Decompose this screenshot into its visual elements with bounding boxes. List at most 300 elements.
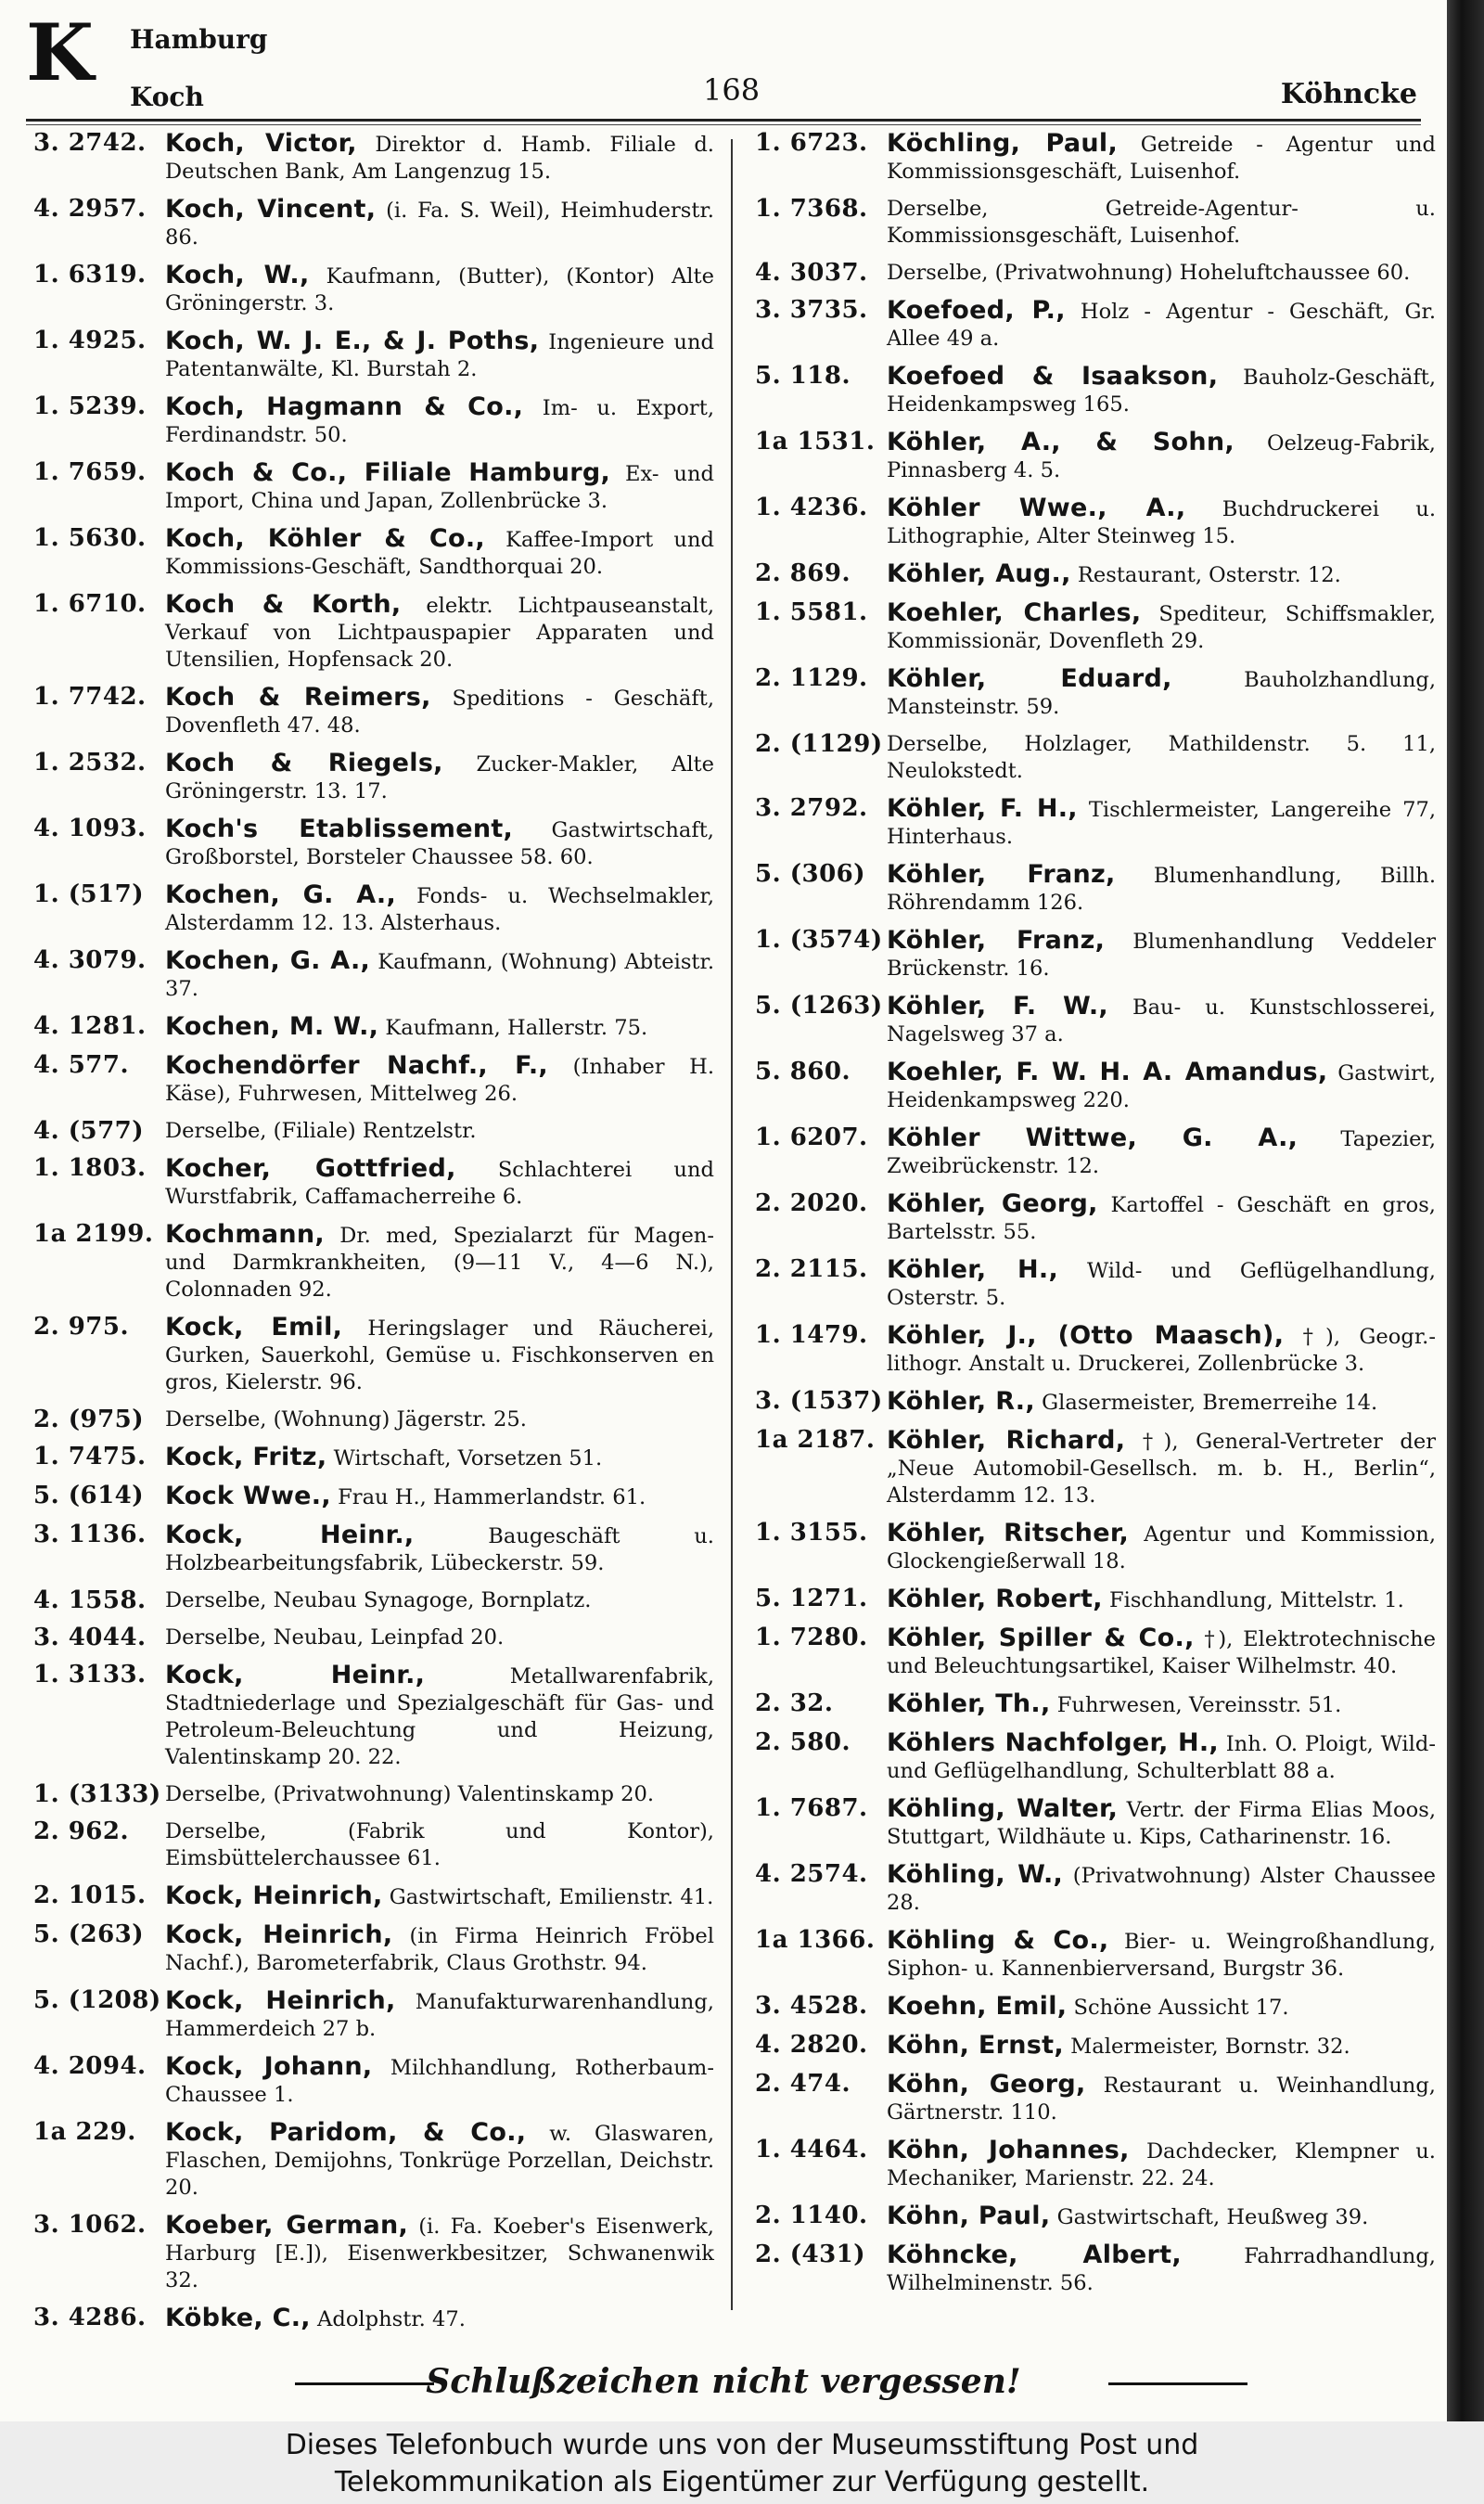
phone-number: 4. 2094. [33,2052,147,2080]
phone-number: 1. 6207. [755,1124,868,1151]
entry-description: Schlachterei und Wurstfabrik, Caffamacherreihe 6. [165,1158,714,1209]
entry-text [165,2305,714,2333]
entry-text [165,262,714,317]
directory-entry [748,363,1436,418]
entry-description: Adolphstr. 47. [317,2307,466,2331]
phone-number: 4. 3079. [33,946,147,974]
entry-description: Ex- und Import, China und Japan, Zollenbrücke 3. [165,462,714,513]
phone-number: 1. 3155. [755,1519,868,1547]
phone-number: 3. 4286. [33,2304,147,2331]
subscriber-name: Koch & Reimers, [165,683,431,712]
entry-text [887,1427,1436,1509]
subscriber-name: Kochmann, [165,1220,325,1249]
directory-entry [26,525,714,581]
directory-entry [748,1729,1436,1785]
entry-description: Heringslager und Räucherei, Gurken, Sauerkohl, Gemüse u. Fischkonserven en gros, Kielerstr. 96. [165,1316,714,1394]
subscriber-name: Köhling, Walter, [887,1794,1119,1823]
directory-entry [26,947,714,1003]
phone-number: 4. 3037. [755,259,868,287]
phone-number: 3. 1136. [33,1521,147,1548]
entry-text [887,2137,1436,2192]
phone-number: 3. 4528. [755,1992,868,2020]
phone-number: 4. 1281. [33,1012,147,1040]
subscriber-name: Koch, W., [165,261,310,289]
entry-description: Ingenieure und Patentanwälte, Kl. Burstah 2. [165,330,714,381]
directory-entry [26,2305,714,2333]
entry-text [165,947,714,1003]
directory-entry [748,665,1436,721]
directory-entry [748,1993,1436,2022]
phone-number: 3. 1062. [33,2211,147,2239]
entry-description: Zucker-Makler, Alte Gröningerstr. 13. 17. [165,752,714,803]
entry-description: Gastwirtschaft, Großborstel, Borsteler Chaussee 58. 60. [165,818,714,869]
entry-text [165,1483,714,1511]
banner-line-2: Telekommunikation als Eigentümer zur Verfügung gestellt. [334,2466,1150,2498]
phone-number: 1. 1479. [755,1321,868,1349]
entry-description: Metallwarenfabrik, Stadtniederlage und Spezialgeschäft für Gas- und Petroleum-Beleuchtung und Heizung, Valentinskamp 20. 22. [165,1664,714,1769]
entry-text [887,1059,1436,1114]
phone-number: 2. (431) [755,2241,866,2268]
subscriber-name: Kock, Heinr., [165,1661,426,1689]
directory-entry [748,1388,1436,1417]
entry-description: Speditions - Geschäft, Dovenfleth 47. 48. [165,687,715,738]
entry-text [887,1322,1436,1378]
phone-number: 3. 2742. [33,129,147,157]
phone-number: 3. (1537) [755,1387,883,1415]
entry-text [165,1921,714,1977]
provenance-banner [0,2421,1484,2504]
entry-description: Malermeister, Bornstr. 32. [1070,2035,1350,2059]
entry-text [165,196,714,251]
subscriber-name: Kochen, G. A., [165,946,371,975]
directory-entry [26,262,714,317]
subscriber-name: Köhler, Eduard, [887,664,1172,693]
entry-text [887,1690,1436,1719]
entry-description: (Inhaber H. Käse), Fuhrwesen, Mittelweg 26. [165,1055,715,1106]
directory-entry [748,1520,1436,1575]
entry-description: Kaufmann, (Wohnung) Abteistr. 37. [165,950,715,1001]
entry-description: Inh. O. Ploigt, Wild- und Geflügelhandlung, Schulterblatt 88 a. [887,1732,1436,1783]
directory-entry [26,1587,714,1614]
subscriber-name: Köhler, Richard, [887,1426,1126,1455]
directory-entry [26,1818,714,1872]
phone-number: 4. 1093. [33,815,147,842]
entry-text [887,1927,1436,1983]
phone-number: 2. 474. [755,2070,851,2098]
subscriber-name: Koehn, Emil, [887,1992,1068,2021]
entry-text [165,1624,714,1651]
directory-entry [26,1662,714,1771]
entry-text [165,1818,714,1872]
entry-description: Derselbe, (Filiale) Rentzelstr. [165,1119,477,1143]
subscriber-name: Koch, Victor, [165,129,357,158]
directory-entry [748,1322,1436,1378]
phone-number: 2. (1129) [755,730,883,758]
entry-description: Restaurant, Osterstr. 12. [1077,563,1341,587]
entry-text [887,993,1436,1048]
subscriber-name: Köbke, C., [165,2304,311,2332]
entry-text [165,1406,714,1433]
section-letter: K [26,6,95,98]
entry-description: Glasermeister, Bremerreihe 14. [1042,1391,1378,1415]
entry-description: Dachdecker, Klempner u. Mechaniker, Marienstr. 22. 24. [887,2139,1436,2190]
subscriber-name: Koch & Riegels, [165,749,443,777]
phone-number: 1. 4236. [755,494,868,521]
subscriber-name: Kock, Heinrich, [165,1986,396,2015]
subscriber-name: Köhler, Aug., [887,559,1071,588]
entry-description: Frau H., Hammerlandstr. 61. [338,1485,646,1509]
entry-description: Fuhrwesen, Vereinsstr. 51. [1056,1693,1342,1717]
directory-entry [748,993,1436,1048]
subscriber-name: Koch's Etablissement, [165,815,514,843]
directory-entry [748,260,1436,287]
subscriber-name: Kock, Paridom, & Co., [165,2118,527,2147]
subscriber-name: Koefoed & Isaakson, [887,362,1219,391]
footer-rule-right [1108,2382,1247,2385]
subscriber-name: Kochen, G. A., [165,880,397,909]
subscriber-name: Kocher, Gottfried, [165,1154,456,1183]
entry-text [165,2119,714,2202]
phone-number: 1a 2199. [33,1220,154,1248]
directory-entry [26,881,714,937]
phone-number: 1. (517) [33,880,145,908]
directory-entry [748,1795,1436,1851]
entry-text [887,196,1436,250]
directory-entry [748,429,1436,484]
entry-text [887,599,1436,655]
phone-number: 1a 2187. [755,1426,876,1454]
subscriber-name: Köhler Wwe., A., [887,494,1186,522]
directory-entry [748,297,1436,353]
directory-entry [26,2212,714,2294]
entry-text [165,591,714,674]
page-number: 168 [703,72,761,108]
entry-text [165,815,714,871]
phone-number: 1. 7368. [755,195,868,223]
directory-entry [26,1444,714,1472]
phone-number: 1a 229. [33,2118,136,2146]
entry-description: Blumenhandlung Veddeler Brückenstr. 16. [887,930,1437,981]
entry-description: elektr. Lichtpauseanstalt, Verkauf von Lichtpauspapier Apparaten und Utensilien, Hopfensack 20. [165,594,714,672]
subscriber-name: Köhler, Th., [887,1689,1051,1718]
phone-number: 2. 2115. [755,1255,868,1283]
entry-description: Bau- u. Kunstschlosserei, Nagelsweg 37 a. [887,995,1436,1047]
entry-text [887,1256,1436,1312]
directory-entry [748,731,1436,785]
phone-number: 5. 118. [755,362,851,390]
directory-entry [26,750,714,805]
entry-text [887,731,1436,785]
entry-text [887,2071,1436,2126]
subscriber-name: Kochen, M. W., [165,1012,379,1041]
phone-number: 5. 1271. [755,1585,868,1612]
phone-number: 5. (614) [33,1482,145,1509]
entry-description: Schöne Aussicht 17. [1073,1996,1289,2020]
entry-description: (i. Fa. Koeber's Eisenwerk, Harburg [E.]), Eisenwerkbesitzer, Schwanenwik 32. [165,2215,714,2292]
footer-slogan: Schlußzeichen nicht vergessen! [426,2362,1021,2401]
entry-text [165,1987,714,2043]
subscriber-name: Köhler, F. W., [887,992,1108,1021]
phone-number: 4. 577. [33,1051,130,1079]
subscriber-name: Köhler, Franz, [887,860,1116,889]
entry-text [887,861,1436,917]
phone-number: 4. 1558. [33,1586,147,1614]
phone-number: 5. (306) [755,860,866,888]
phone-number: 1. 7280. [755,1624,868,1651]
right-column [748,130,1436,2307]
subscriber-name: Köhling & Co., [887,1926,1109,1955]
entry-description: (in Firma Heinrich Fröbel Nachf.), Barometerfabrik, Claus Grothstr. 94. [165,1924,714,1975]
banner-line-1: Dieses Telefonbuch wurde uns von der Museumsstiftung Post und [285,2429,1199,2461]
entry-description: Restaurant u. Weinhandlung, Gärtnerstr. 110. [887,2074,1436,2125]
entry-text [165,881,714,937]
phone-number: 5. 860. [755,1058,851,1085]
entry-text [887,260,1436,287]
entry-text [165,1013,714,1042]
subscriber-name: Kock, Fritz, [165,1443,327,1471]
directory-entry [748,2071,1436,2126]
entry-description: Milchhandlung, Rotherbaum-Chaussee 1. [165,2056,714,2107]
phone-number: 5. (1208) [33,1986,161,2014]
entry-description: Getreide - Agentur und Kommissionsgeschäft, Luisenhof. [887,133,1436,184]
entry-description: Buchdruckerei u. Lithographie, Alter Steinweg 15. [887,497,1436,548]
directory-entry [748,927,1436,982]
directory-entry [26,1221,714,1303]
first-entry-keyword: Koch [130,82,204,112]
directory-entry [748,560,1436,589]
entry-description: Kaffee-Import und Kommissions-Geschäft, Sandthorquai 20. [165,528,714,579]
entry-text [165,1781,714,1808]
directory-entry [748,1861,1436,1917]
entry-text [887,1520,1436,1575]
header-rule-thin [26,124,1421,125]
phone-number: 2. 869. [755,559,851,587]
directory-entry [26,2053,714,2109]
directory-entry [26,1987,714,2043]
entry-description: Im- u. Export, Ferdinandstr. 50. [165,396,714,447]
entry-text [165,1587,714,1614]
entry-text [165,1221,714,1303]
entry-description: Wirtschaft, Vorsetzen 51. [333,1446,603,1470]
directory-entry [748,2202,1436,2231]
subscriber-name: Köhn, Ernst, [887,2031,1064,2060]
phone-number: 1. 6319. [33,261,147,289]
subscriber-name: Koch, Vincent, [165,195,377,224]
left-column [26,130,714,2343]
directory-entry [26,1406,714,1433]
directory-entry [748,1124,1436,1180]
phone-number: 1. 3133. [33,1661,147,1689]
phone-number: 1. 4925. [33,327,147,354]
subscriber-name: Köhncke, Albert, [887,2241,1182,2269]
directory-entry [748,1190,1436,1246]
subscriber-name: Köhler, Spiller & Co., [887,1624,1195,1652]
entry-text [887,2032,1436,2061]
entry-text [887,1795,1436,1851]
entry-description: (Privatwohnung) Alster Chaussee 28. [887,1864,1436,1915]
phone-number: 1. 1803. [33,1154,147,1182]
subscriber-name: Kock, Emil, [165,1313,343,1342]
directory-entry [26,393,714,449]
directory-entry [26,1882,714,1911]
directory-entry [26,1921,714,1977]
page-edge [1447,0,1484,2421]
subscriber-name: Köhn, Paul, [887,2202,1051,2230]
subscriber-name: Koehler, F. W. H. A. Amandus, [887,1058,1328,1086]
phone-number: 3. 2792. [755,794,868,822]
phone-number: 3. 3735. [755,296,868,324]
entry-description: Tapezier, Zweibrückenstr. 12. [887,1127,1436,1178]
entry-text [887,1729,1436,1785]
entry-description: Spediteur, Schiffsmakler, Kommissionär, Dovenfleth 29. [887,602,1437,653]
entry-description: Derselbe, (Privatwohnung) Valentinskamp 20. [165,1782,655,1806]
phone-number: 1. 7475. [33,1443,147,1470]
directory-entry [26,196,714,251]
directory-entry [26,815,714,871]
entry-description: †), General-Vertreter der „Neue Automobil-Gesellsch. m. b. H., Berlin“, Alsterdamm 12. 13. [887,1430,1436,1508]
column-divider [731,139,733,2310]
entry-description: Dr. med, Spezialarzt für Magen- und Darmkrankheiten, (9—11 V., 4—6 N.), Colonnaden 92. [165,1224,714,1302]
directory-entry [26,327,714,383]
subscriber-name: Koehler, Charles, [887,598,1142,627]
entry-description: (i. Fa. S. Weil), Heimhuderstr. 86. [165,199,714,250]
entry-text [887,795,1436,851]
subscriber-name: Köhlers Nachfolger, H., [887,1728,1219,1757]
entry-text [887,1993,1436,2022]
entry-text [165,1052,714,1108]
entry-description: Bauholz-Geschäft, Heidenkampsweg 165. [887,366,1436,417]
entry-text [887,2241,1436,2297]
phone-number: 2. 32. [755,1689,834,1717]
entry-text [887,560,1436,589]
entry-description: Direktor d. Hamb. Filiale d. Deutschen Bank, Am Langenzug 15. [165,133,714,184]
entry-description: Kartoffel - Geschäft en gros, Bartelsstr. 55. [887,1193,1436,1244]
phone-number: 1. 7659. [33,458,147,486]
entry-text [887,130,1436,186]
subscriber-name: Köhn, Johannes, [887,2136,1130,2164]
phone-number: 2. 1129. [755,664,868,692]
entry-description: Derselbe, Neubau Synagoge, Bornplatz. [165,1588,592,1612]
directory-entry [748,1256,1436,1312]
subscriber-name: Köhler, J., (Otto Maasch), [887,1321,1285,1350]
directory-entry [748,2032,1436,2061]
subscriber-name: Köhler Wittwe, G. A., [887,1124,1298,1152]
directory-entry [748,196,1436,250]
directory-entry [26,459,714,515]
entry-description: Derselbe, (Fabrik und Kontor), Eimsbüttelerchaussee 61. [165,1819,714,1870]
phone-number: 3. 4044. [33,1624,147,1651]
entry-description: Baugeschäft u. Holzbearbeitungsfabrik, Lübeckerstr. 59. [165,1524,714,1575]
phone-number: 4. 2820. [755,2031,868,2059]
phone-number: 4. 2957. [33,195,147,223]
subscriber-name: Kock Wwe., [165,1482,331,1510]
entry-text [165,1155,714,1211]
entry-text [887,363,1436,418]
subscriber-name: Koeber, German, [165,2211,409,2240]
phone-number: 4. 2574. [755,1860,868,1888]
directory-entry [748,1690,1436,1719]
entry-description: Holz - Agentur - Geschäft, Gr. Allee 49 a. [887,300,1436,351]
entry-text [165,2212,714,2294]
directory-entry [748,2137,1436,2192]
subscriber-name: Kock, Heinrich, [165,1881,383,1910]
entry-text [887,1861,1436,1917]
phone-number: 1a 1366. [755,1926,876,1954]
phone-number: 1. 6710. [33,590,147,618]
phone-number: 2. 962. [33,1817,130,1845]
entry-text [887,2202,1436,2231]
directory-entry [26,1781,714,1808]
entry-text [165,130,714,186]
entry-text [887,1388,1436,1417]
directory-entry [748,2241,1436,2297]
directory-entry [26,1624,714,1651]
entry-text [165,1662,714,1771]
entry-text [165,1314,714,1396]
subscriber-name: Köhling, W., [887,1860,1064,1889]
entry-text [887,1124,1436,1180]
subscriber-name: Köhler, Franz, [887,926,1106,955]
entry-description: Bier- u. Weingroßhandlung, Siphon- u. Kannenbierversand, Burgstr 36. [887,1930,1436,1981]
entry-description: Gastwirt, Heidenkampsweg 220. [887,1061,1437,1112]
entry-description: Fonds- u. Wechselmakler, Alsterdamm 12. 13. Alsterhaus. [165,884,715,935]
subscriber-name: Koch & Co., Filiale Hamburg, [165,458,611,487]
directory-entry [748,1059,1436,1114]
directory-entry [748,795,1436,851]
subscriber-name: Koefoed, P., [887,296,1066,325]
entry-text [165,684,714,739]
subscriber-name: Köhler, Robert, [887,1585,1103,1613]
directory-entry [26,1314,714,1396]
phone-number: 2. 1140. [755,2202,868,2229]
directory-entry [26,1483,714,1511]
entry-text [165,525,714,581]
directory-entry [748,1427,1436,1509]
directory-entry [748,130,1436,186]
phone-number: 1. 5630. [33,524,147,552]
directory-entry [26,1522,714,1577]
entry-description: Derselbe, Getreide-Agentur- u. Kommissionsgeschäft, Luisenhof. [887,197,1436,248]
directory-entry [26,1013,714,1042]
directory-entry [26,1118,714,1145]
phone-number: 4. (577) [33,1117,145,1145]
phone-number: 1. 5581. [755,598,868,626]
directory-entry [26,2119,714,2202]
subscriber-name: Kock, Heinrich, [165,1920,393,1949]
phone-number: 1. 2532. [33,749,147,777]
subscriber-name: Köchling, Paul, [887,129,1119,158]
subscriber-name: Köhler, H., [887,1255,1058,1284]
directory-entry [26,1052,714,1108]
entry-text [165,393,714,449]
entry-text [165,1444,714,1472]
last-entry-keyword: Köhncke [1280,78,1417,110]
phone-number: 1. 7742. [33,683,147,711]
entry-description: Gastwirtschaft, Emilienstr. 41. [389,1885,714,1909]
phone-number: 1. 4464. [755,2136,868,2164]
entry-text [165,1882,714,1911]
entry-text [887,1586,1436,1614]
entry-text [165,2053,714,2109]
entry-description: Kaufmann, Hallerstr. 75. [385,1016,648,1040]
directory-entry [26,684,714,739]
phone-number: 2. 2020. [755,1189,868,1217]
entry-description: Blumenhandlung, Billh. Röhrendamm 126. [887,864,1437,915]
entry-description: Gastwirtschaft, Heußweg 39. [1056,2205,1369,2229]
entry-description: Derselbe, (Privatwohnung) Hoheluftchaussee 60. [887,261,1411,285]
phone-number: 1. (3133) [33,1780,161,1808]
subscriber-name: Köhler, Georg, [887,1189,1098,1218]
